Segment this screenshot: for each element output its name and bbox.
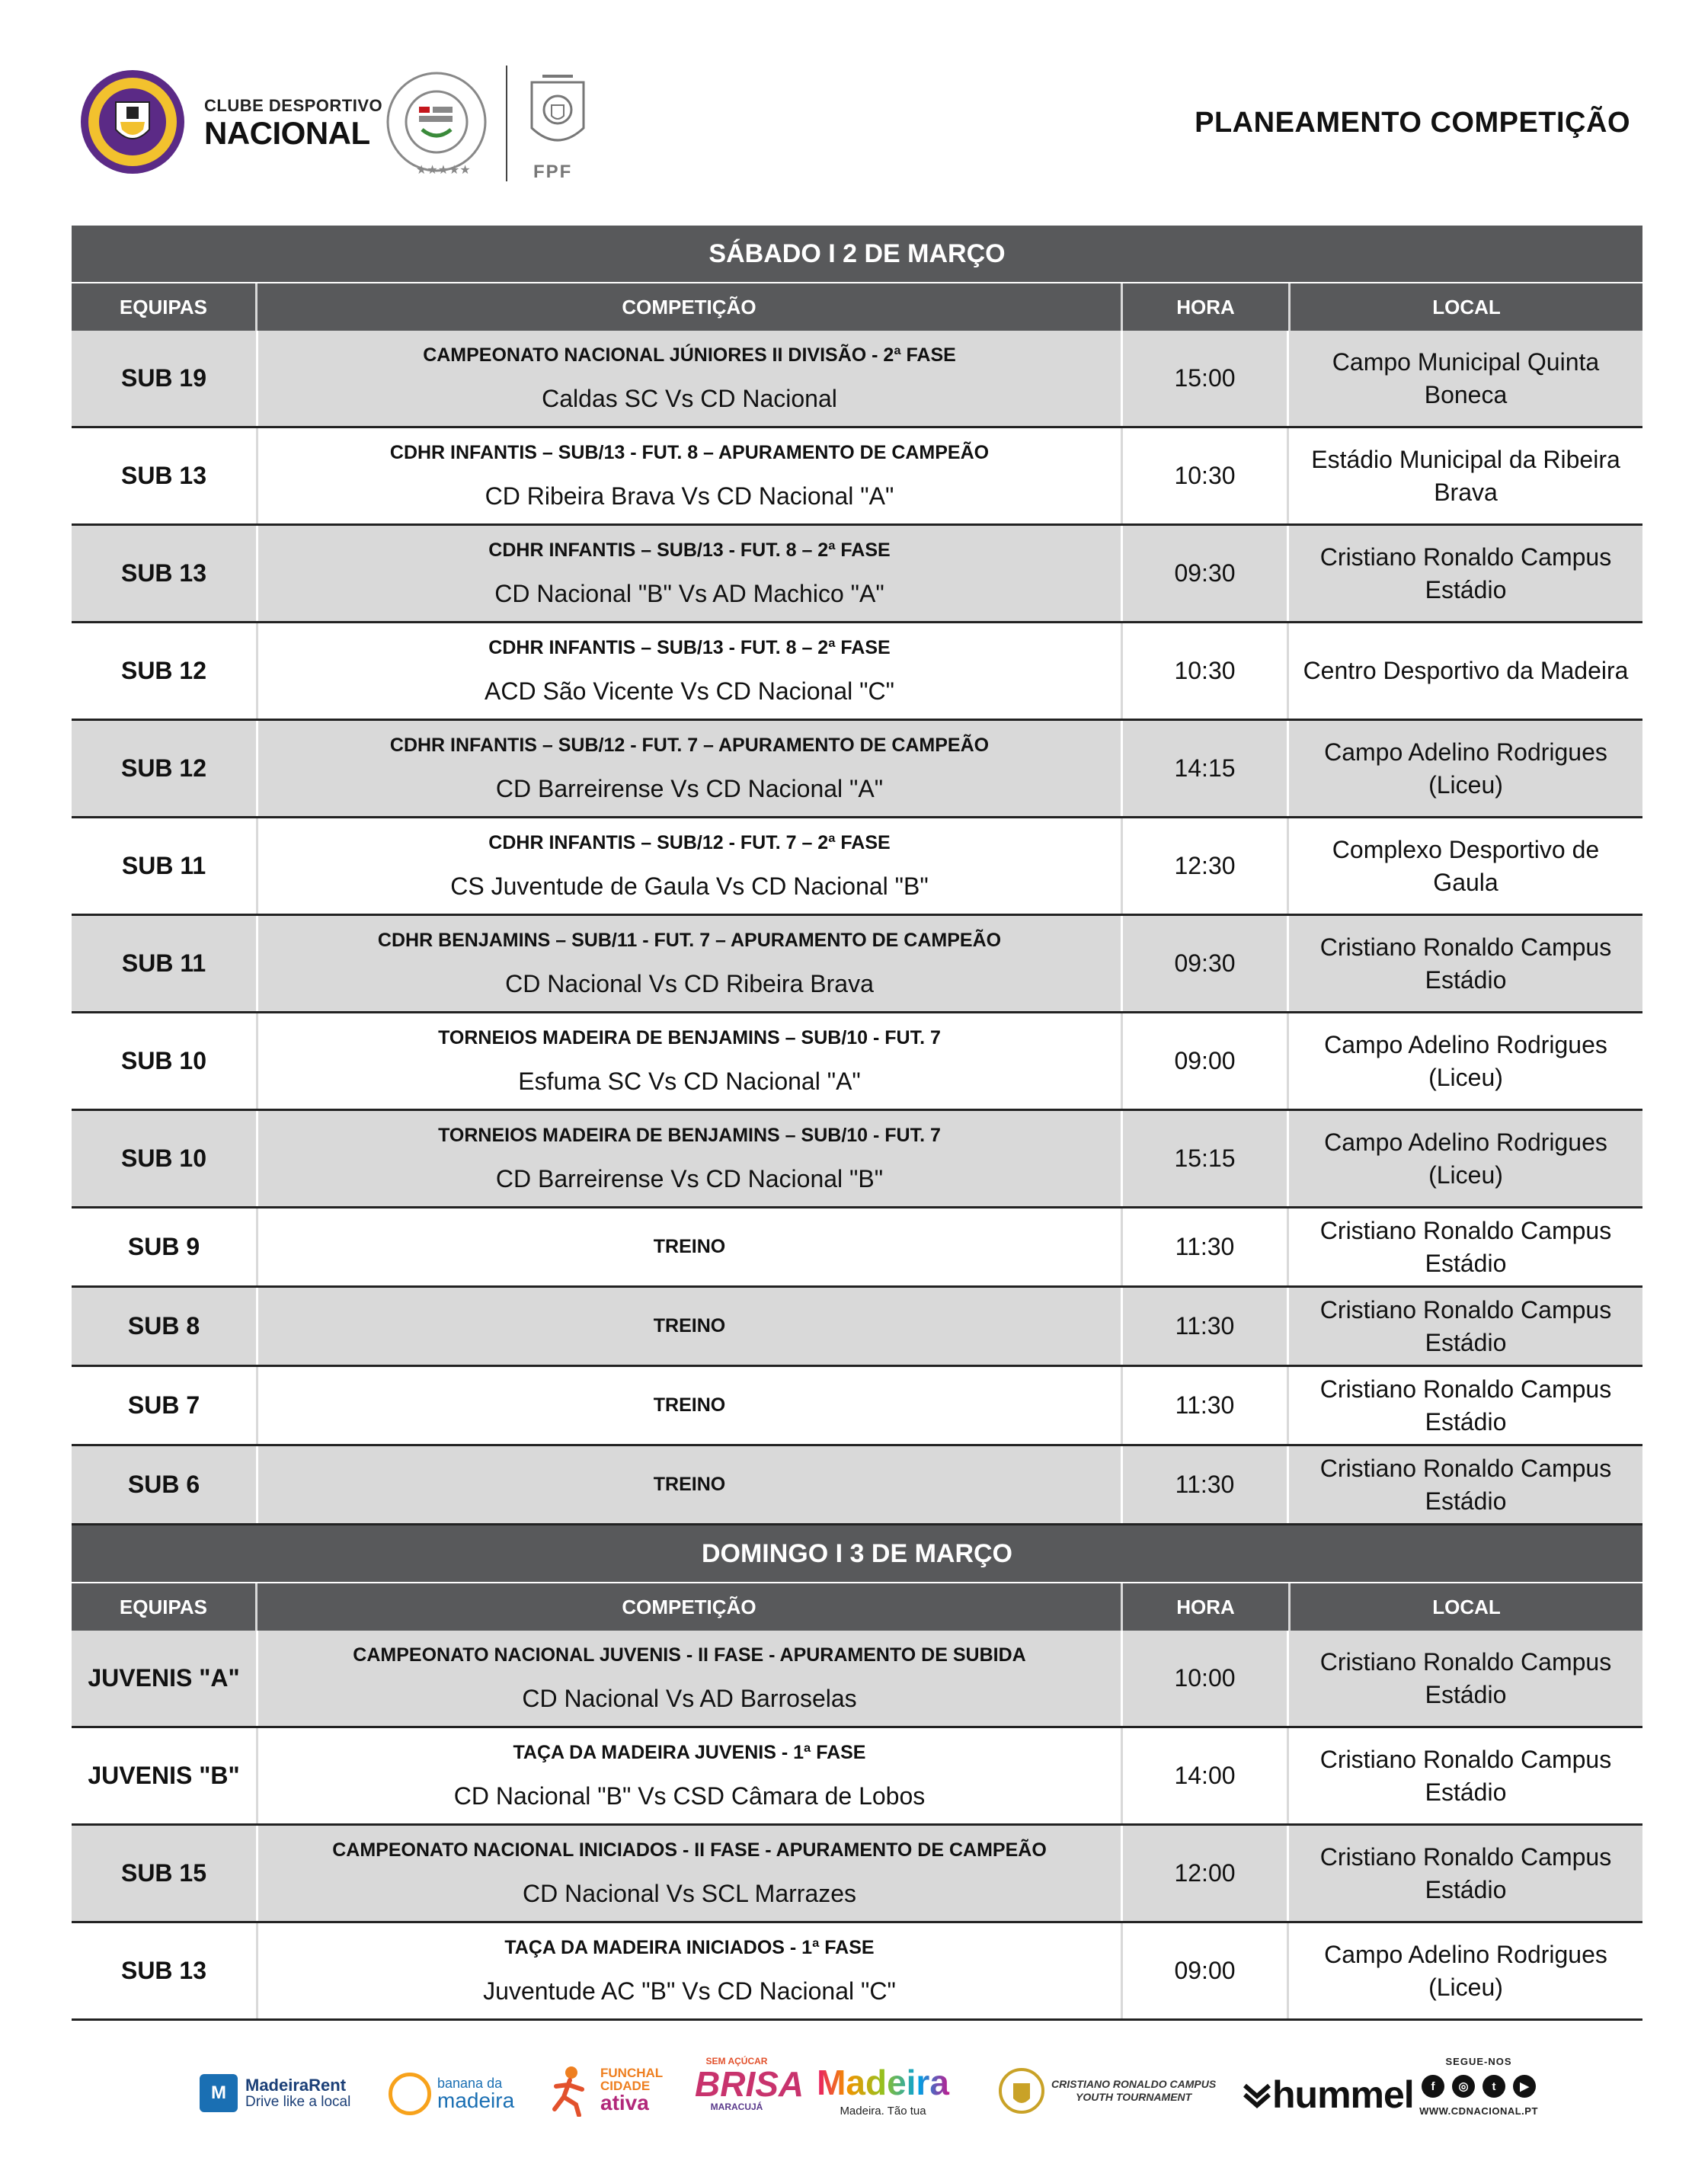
time-cell: 09:30 <box>1123 916 1289 1011</box>
match-fixture: CD Nacional Vs AD Barroselas <box>522 1684 857 1712</box>
competition-cell <box>256 1446 1123 1523</box>
team-cell: JUVENIS "B" <box>88 1762 240 1789</box>
madeira-wordmark: Madeira <box>811 2065 955 2100</box>
brisa-name: BRISA <box>695 2064 804 2104</box>
competition-cell <box>256 623 1123 719</box>
header-equipas: EQUIPAS <box>72 1583 257 1631</box>
hummel-chevron-icon <box>1242 2079 1272 2110</box>
match-fixture: CD Barreirense Vs CD Nacional "A" <box>495 774 884 802</box>
location-cell: Cristiano Ronaldo Campus Estádio <box>1319 1217 1612 1277</box>
competition-title: CDHR INFANTIS – SUB/12 - FUT. 7 – 2ª FASE <box>488 831 891 853</box>
schedule-row <box>72 428 1642 526</box>
competition-cell <box>256 1111 1123 1206</box>
time-cell: 14:15 <box>1123 721 1289 816</box>
header-local: LOCAL <box>1432 1595 1501 1618</box>
competition-title: TORNEIOS MADEIRA DE BENJAMINS – SUB/10 - FUT. 7 <box>438 1124 941 1146</box>
competition-title: CAMPEONATO NACIONAL JÚNIORES II DIVISÃO - 2ª FASE <box>423 344 956 366</box>
time-cell: 10:30 <box>1123 428 1289 523</box>
social-links <box>1417 2056 1540 2117</box>
cr-campus-badge-icon <box>998 2060 1045 2121</box>
location-cell: Campo Municipal Quinta Boneca <box>1332 348 1600 408</box>
team-cell: SUB 6 <box>127 1471 200 1498</box>
competition-title: TREINO <box>653 1394 726 1416</box>
competition-title: CDHR INFANTIS – SUB/13 - FUT. 8 – APURAMENTO DE CAMPEÃO <box>389 441 990 463</box>
header-hora: HORA <box>1123 1583 1291 1631</box>
time-cell: 10:30 <box>1123 623 1289 719</box>
website-link[interactable]: WWW.CDNACIONAL.PT <box>1419 2105 1538 2117</box>
club-name-line2: NACIONAL <box>204 115 370 151</box>
schedule-row <box>72 1631 1642 1728</box>
schedule-row <box>72 623 1642 721</box>
saturday-schedule <box>72 226 1642 1525</box>
location-cell: Cristiano Ronaldo Campus Estádio <box>1319 1375 1612 1436</box>
schedule-row <box>72 1208 1642 1288</box>
competition-cell <box>256 1208 1123 1285</box>
segue-label: SEGUE-NOS <box>1445 2056 1512 2067</box>
club-crest-icon <box>79 69 186 175</box>
match-fixture: CD Nacional Vs SCL Marrazes <box>522 1879 857 1907</box>
sponsor-banana-madeira <box>389 2073 514 2115</box>
match-fixture: CD Ribeira Brava Vs CD Nacional "A" <box>485 482 894 510</box>
saturday-column-headers <box>72 283 1642 331</box>
sponsor-bar <box>0 2042 1708 2134</box>
competition-title: CDHR INFANTIS – SUB/13 - FUT. 8 – 2ª FASE <box>488 636 891 658</box>
time-cell: 10:00 <box>1123 1631 1289 1726</box>
madeirarent-logo-icon: M <box>200 2074 238 2112</box>
location-cell: Campo Adelino Rodrigues (Liceu) <box>1324 738 1607 799</box>
team-cell: SUB 15 <box>120 1859 207 1887</box>
competition-cell <box>256 1013 1123 1109</box>
team-cell: SUB 9 <box>127 1233 200 1260</box>
time-cell: 11:30 <box>1123 1446 1289 1523</box>
schedule-row <box>72 1013 1642 1111</box>
schedule-row <box>72 331 1642 428</box>
competition-title: TAÇA DA MADEIRA JUVENIS - 1ª FASE <box>513 1741 866 1763</box>
team-cell: SUB 7 <box>127 1391 200 1419</box>
team-cell: SUB 11 <box>121 949 206 977</box>
team-cell: SUB 10 <box>120 1047 207 1074</box>
team-cell: SUB 11 <box>121 852 206 879</box>
competition-cell <box>256 1631 1123 1726</box>
competition-cell <box>256 1367 1123 1444</box>
match-fixture: CS Juventude de Gaula Vs CD Nacional "B" <box>450 872 929 900</box>
sponsor-brisa <box>695 2056 804 2129</box>
schedule-row <box>72 1288 1642 1367</box>
location-cell: Cristiano Ronaldo Campus Estádio <box>1319 1648 1612 1708</box>
team-cell: SUB 10 <box>120 1144 207 1172</box>
fpf-label: FPF <box>533 162 573 182</box>
time-cell: 15:15 <box>1123 1111 1289 1206</box>
time-cell: 09:00 <box>1123 1013 1289 1109</box>
funchal-text-3: ativa <box>600 2091 649 2114</box>
schedule-row <box>72 1923 1642 2021</box>
location-cell: Campo Adelino Rodrigues (Liceu) <box>1324 1941 1607 2001</box>
header-divider <box>506 66 507 181</box>
competition-title: TORNEIOS MADEIRA DE BENJAMINS – SUB/10 - FUT. 7 <box>438 1026 941 1048</box>
competition-cell <box>256 721 1123 816</box>
time-cell: 12:00 <box>1123 1826 1289 1921</box>
location-cell: Cristiano Ronaldo Campus Estádio <box>1319 1843 1612 1903</box>
schedule-row <box>72 818 1642 916</box>
competition-cell <box>256 331 1123 426</box>
saturday-rows <box>72 331 1642 1525</box>
match-fixture: CD Nacional Vs CD Ribeira Brava <box>505 969 874 997</box>
schedule-row <box>72 1367 1642 1446</box>
competition-cell <box>256 428 1123 523</box>
match-fixture: CD Nacional "B" Vs AD Machico "A" <box>494 579 884 607</box>
competition-cell <box>256 916 1123 1011</box>
instagram-icon[interactable]: ◎ <box>1452 2075 1475 2098</box>
team-cell: SUB 13 <box>120 1957 207 1984</box>
sponsor-cr-youth-tournament <box>998 2060 1216 2121</box>
sunday-schedule <box>72 1525 1642 2021</box>
cr-text-line2: YOUTH TOURNAMENT <box>1076 2091 1192 2103</box>
schedule-row <box>72 526 1642 623</box>
location-cell: Centro Desportivo da Madeira <box>1303 657 1629 685</box>
twitter-icon[interactable]: t <box>1483 2075 1505 2098</box>
brisa-top: SEM AÇÚCAR <box>705 2056 768 2066</box>
location-cell: Cristiano Ronaldo Campus Estádio <box>1319 543 1612 603</box>
schedule-row <box>72 1111 1642 1208</box>
svg-text:★★★★★: ★★★★★ <box>416 162 471 177</box>
location-cell: Cristiano Ronaldo Campus Estádio <box>1319 1455 1612 1515</box>
location-cell: Campo Adelino Rodrigues (Liceu) <box>1324 1031 1607 1091</box>
time-cell: 09:30 <box>1123 526 1289 621</box>
competition-title: TREINO <box>653 1315 726 1336</box>
time-cell: 11:30 <box>1123 1208 1289 1285</box>
competition-title: CDHR INFANTIS – SUB/13 - FUT. 8 – 2ª FASE <box>488 539 891 561</box>
cr-text-line1: CRISTIANO RONALDO CAMPUS <box>1051 2078 1217 2091</box>
runner-icon <box>547 2063 593 2117</box>
competition-title: TREINO <box>653 1474 726 1495</box>
location-cell: Campo Adelino Rodrigues (Liceu) <box>1324 1128 1607 1189</box>
header-competicao: COMPETIÇÃO <box>257 283 1123 331</box>
competition-cell <box>256 1826 1123 1921</box>
funchal-text-2: CIDADE <box>600 2079 651 2093</box>
team-cell: SUB 19 <box>120 364 207 392</box>
club-name <box>204 98 382 149</box>
sunday-column-headers <box>72 1583 1642 1631</box>
sponsor-visit-madeira <box>811 2065 955 2118</box>
competition-title: CDHR INFANTIS – SUB/12 - FUT. 7 – APURAMENTO DE CAMPEÃO <box>389 734 990 756</box>
location-cell: Cristiano Ronaldo Campus Estádio <box>1319 1746 1612 1806</box>
madeirarent-name: MadeiraRent <box>245 2076 347 2095</box>
banana-big-text: madeira <box>437 2089 515 2112</box>
location-cell: Estádio Municipal da Ribeira Brava <box>1311 446 1620 506</box>
page-title: PLANEAMENTO COMPETIÇÃO <box>1195 107 1630 139</box>
sponsor-madeirarent <box>200 2074 350 2112</box>
header-hora: HORA <box>1123 283 1291 331</box>
schedule-row <box>72 721 1642 818</box>
brisa-bottom: MARACUJÁ <box>710 2102 763 2112</box>
match-fixture: Juventude AC "B" Vs CD Nacional "C" <box>483 1977 896 2005</box>
team-cell: SUB 13 <box>120 462 207 489</box>
location-cell: Cristiano Ronaldo Campus Estádio <box>1319 1296 1612 1356</box>
time-cell: 09:00 <box>1123 1923 1289 2018</box>
saturday-banner: SÁBADO I 2 DE MARÇO <box>72 226 1642 283</box>
header-competicao: COMPETIÇÃO <box>257 1583 1123 1631</box>
banana-logo-icon <box>389 2073 431 2115</box>
certification-seal-icon <box>379 67 494 181</box>
team-cell: SUB 12 <box>120 754 207 782</box>
competition-cell <box>256 1923 1123 2018</box>
competition-cell <box>256 818 1123 914</box>
banana-small-text: banana da <box>437 2076 503 2091</box>
sponsor-hummel <box>1242 2073 1414 2117</box>
match-fixture: ACD São Vicente Vs CD Nacional "C" <box>485 677 894 705</box>
header-local: LOCAL <box>1432 295 1501 319</box>
time-cell: 11:30 <box>1123 1367 1289 1444</box>
location-cell: Cristiano Ronaldo Campus Estádio <box>1319 933 1612 994</box>
competition-title: CAMPEONATO NACIONAL INICIADOS - II FASE - APURAMENTO DE CAMPEÃO <box>332 1839 1047 1861</box>
match-fixture: CD Barreirense Vs CD Nacional "B" <box>495 1164 884 1192</box>
competition-title: CAMPEONATO NACIONAL JUVENIS - II FASE - APURAMENTO DE SUBIDA <box>353 1644 1026 1666</box>
facebook-icon[interactable]: f <box>1422 2075 1444 2098</box>
team-cell: SUB 12 <box>120 657 207 684</box>
competition-cell <box>256 1728 1123 1823</box>
competition-cell <box>256 526 1123 621</box>
schedule-row <box>72 1728 1642 1826</box>
sunday-banner: DOMINGO I 3 DE MARÇO <box>72 1525 1642 1583</box>
page-header <box>0 0 1708 198</box>
schedule-row <box>72 916 1642 1013</box>
competition-title: TREINO <box>653 1236 726 1257</box>
match-fixture: Esfuma SC Vs CD Nacional "A" <box>518 1067 861 1095</box>
funchal-text-1: FUNCHAL <box>600 2066 664 2080</box>
competition-title: CDHR BENJAMINS – SUB/11 - FUT. 7 – APURAMENTO DE CAMPEÃO <box>377 929 1002 951</box>
youtube-icon[interactable]: ▶ <box>1513 2075 1536 2098</box>
sunday-rows <box>72 1631 1642 2021</box>
madeirarent-tagline: Drive like a local <box>245 2093 351 2110</box>
team-cell: JUVENIS "A" <box>88 1664 240 1692</box>
sponsor-funchal-cidade-ativa <box>547 2063 663 2117</box>
time-cell: 14:00 <box>1123 1728 1289 1823</box>
hummel-wordmark: hummel <box>1272 2073 1414 2116</box>
competition-title: TAÇA DA MADEIRA INICIADOS - 1ª FASE <box>504 1936 875 1958</box>
club-name-line1: CLUBE DESPORTIVO <box>204 96 383 115</box>
team-cell: SUB 8 <box>127 1312 200 1340</box>
competition-cell <box>256 1288 1123 1365</box>
location-cell: Complexo Desportivo de Gaula <box>1332 836 1600 896</box>
schedule-row <box>72 1446 1642 1525</box>
madeira-tagline: Madeira. Tão tua <box>840 2105 926 2118</box>
match-fixture: Caldas SC Vs CD Nacional <box>542 384 837 412</box>
schedule-row <box>72 1826 1642 1923</box>
header-equipas: EQUIPAS <box>72 283 257 331</box>
time-cell: 11:30 <box>1123 1288 1289 1365</box>
time-cell: 15:00 <box>1123 331 1289 426</box>
match-fixture: CD Nacional "B" Vs CSD Câmara de Lobos <box>453 1781 926 1810</box>
time-cell: 12:30 <box>1123 818 1289 914</box>
team-cell: SUB 13 <box>120 559 207 587</box>
